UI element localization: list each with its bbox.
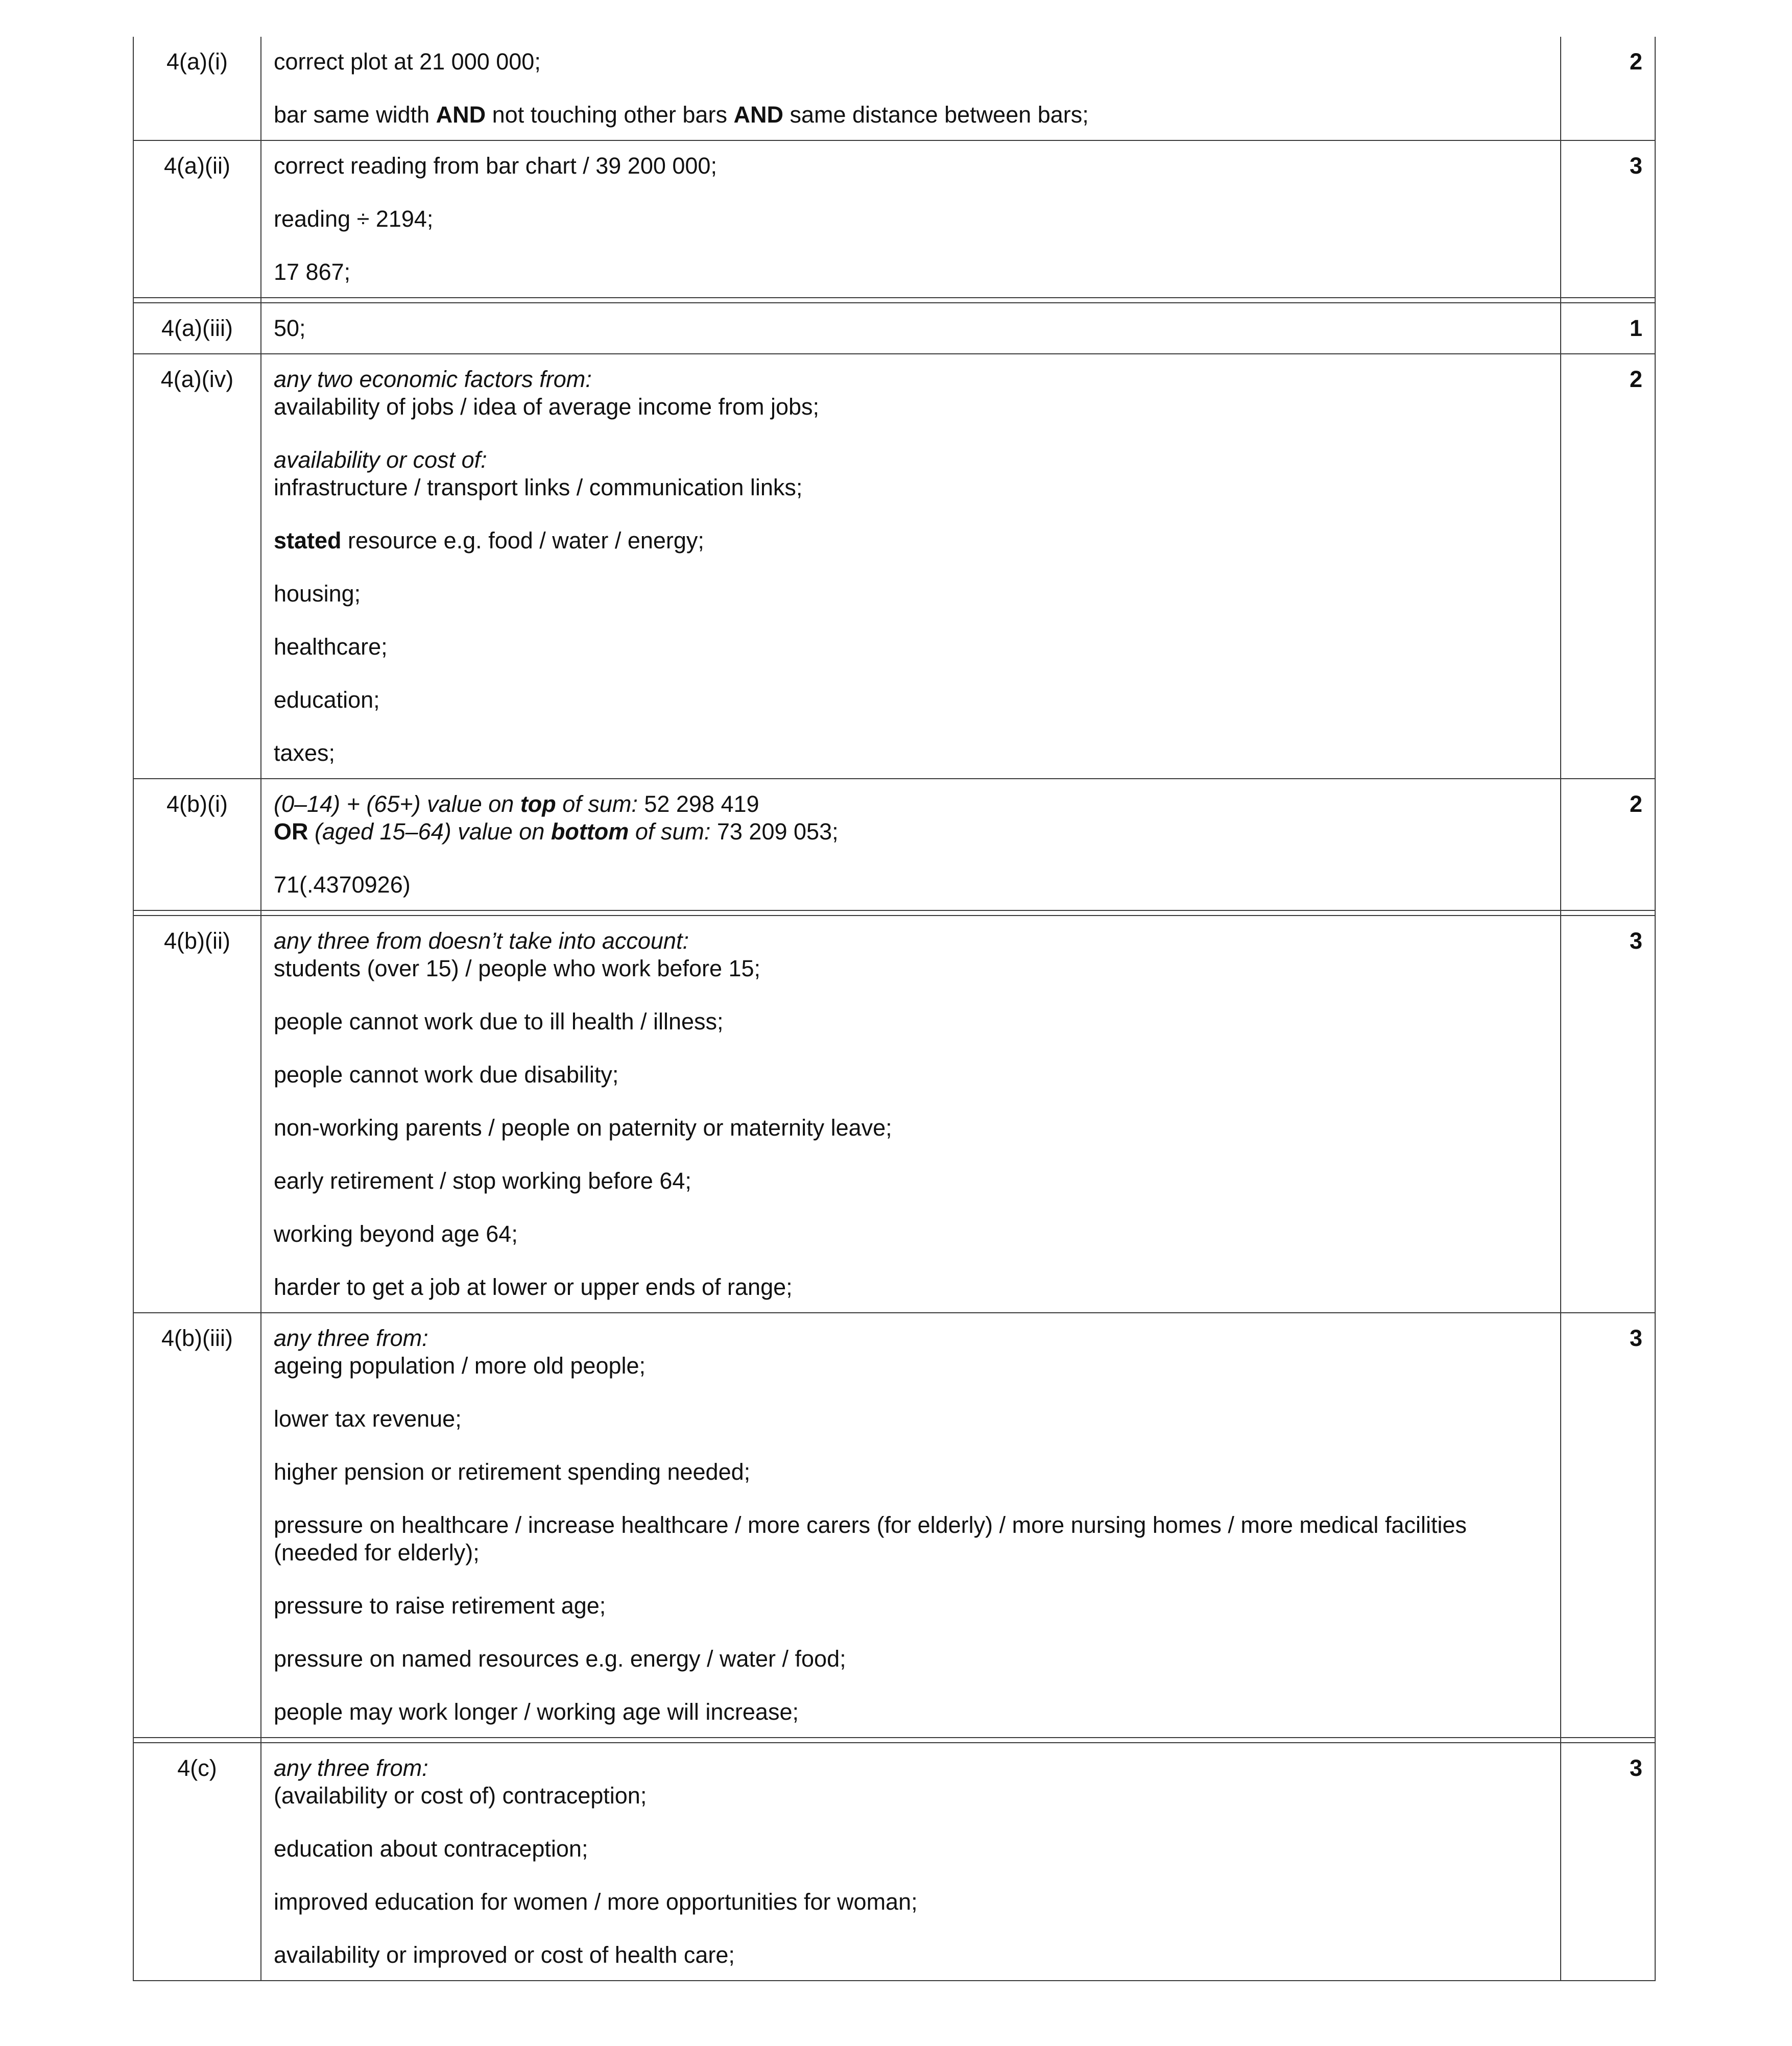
marks: 3 — [1561, 140, 1655, 298]
answer-cell — [261, 1313, 1561, 1738]
question-number: 4(a)(iii) — [133, 303, 261, 354]
answer-line: students (over 15) / people who work before 15; — [274, 955, 761, 981]
answer-line: harder to get a job at lower or upper ends of range; — [274, 1274, 793, 1300]
answer-line: (needed for elderly); — [274, 1539, 480, 1566]
answer-cell — [261, 779, 1561, 910]
answer-cell — [261, 37, 1561, 140]
answer-line: lower tax revenue; — [274, 1406, 462, 1432]
answer-line: (0–14) + (65+) value on top of sum: 52 298 419 — [274, 791, 759, 817]
answer-line: reading ÷ 2194; — [274, 206, 434, 232]
answer-line: ageing population / more old people; — [274, 1353, 646, 1379]
answer-line: people cannot work due disability; — [274, 1062, 619, 1088]
marks: 1 — [1561, 303, 1655, 354]
table-row — [133, 140, 1655, 298]
mark-scheme-table — [133, 37, 1656, 1981]
question-number: 4(a)(ii) — [133, 140, 261, 298]
answer-line: 71(.4370926) — [274, 872, 411, 898]
table-row — [133, 303, 1655, 354]
table-row — [133, 779, 1655, 910]
answer-line: pressure on healthcare / increase healthcare / more carers (for elderly) / more nursing homes / more medical facilities — [274, 1512, 1467, 1538]
row-separator — [133, 910, 1655, 916]
answer-line: correct plot at 21 000 000; — [274, 49, 541, 75]
answer-heading: any three from: — [274, 1755, 428, 1781]
marks: 3 — [1561, 916, 1655, 1313]
marks: 3 — [1561, 1313, 1655, 1738]
mark-scheme-page — [133, 37, 1655, 1981]
table-row — [133, 354, 1655, 779]
answer-line: pressure to raise retirement age; — [274, 1593, 606, 1619]
answer-heading: availability or cost of: — [274, 447, 487, 473]
answer-cell — [261, 140, 1561, 298]
answer-line: 50; — [274, 315, 306, 341]
marks: 2 — [1561, 779, 1655, 910]
table-row — [133, 37, 1655, 140]
answer-line: infrastructure / transport links / communication links; — [274, 474, 803, 500]
answer-heading: any three from: — [274, 1325, 428, 1351]
row-separator — [133, 298, 1655, 303]
marks: 2 — [1561, 354, 1655, 779]
answer-line: stated resource e.g. food / water / energy; — [274, 527, 704, 553]
answer-line: healthcare; — [274, 634, 388, 660]
answer-line: improved education for women / more opportunities for woman; — [274, 1889, 918, 1915]
answer-line: higher pension or retirement spending needed; — [274, 1459, 751, 1485]
question-number: 4(a)(iv) — [133, 354, 261, 779]
marks: 3 — [1561, 1743, 1655, 1981]
answer-line: non-working parents / people on paternity or maternity leave; — [274, 1115, 892, 1141]
answer-line: taxes; — [274, 740, 336, 766]
answer-heading: any three from doesn’t take into account: — [274, 928, 689, 954]
question-number: 4(c) — [133, 1743, 261, 1981]
answer-line: (availability or cost of) contraception; — [274, 1783, 647, 1809]
answer-line: correct reading from bar chart / 39 200 000; — [274, 153, 717, 179]
answer-line: bar same width AND not touching other bars AND same distance between bars; — [274, 102, 1089, 128]
answer-cell — [261, 354, 1561, 779]
table-row — [133, 916, 1655, 1313]
answer-line: education; — [274, 687, 380, 713]
answer-line: people may work longer / working age will increase; — [274, 1699, 799, 1725]
question-number: 4(b)(ii) — [133, 916, 261, 1313]
answer-line: availability of jobs / idea of average income from jobs; — [274, 394, 820, 420]
answer-cell — [261, 1743, 1561, 1981]
question-number: 4(a)(i) — [133, 37, 261, 140]
answer-cell — [261, 916, 1561, 1313]
answer-line: housing; — [274, 581, 361, 607]
answer-line: early retirement / stop working before 64; — [274, 1168, 691, 1194]
table-row — [133, 1313, 1655, 1738]
answer-line: pressure on named resources e.g. energy / water / food; — [274, 1646, 846, 1672]
answer-cell — [261, 303, 1561, 354]
question-number: 4(b)(i) — [133, 779, 261, 910]
table-row — [133, 1743, 1655, 1981]
row-separator — [133, 1738, 1655, 1743]
marks: 2 — [1561, 37, 1655, 140]
answer-line: availability or improved or cost of health care; — [274, 1942, 735, 1968]
answer-line: working beyond age 64; — [274, 1221, 518, 1247]
answer-line: people cannot work due to ill health / illness; — [274, 1008, 724, 1034]
answer-line: 17 867; — [274, 259, 351, 285]
question-number: 4(b)(iii) — [133, 1313, 261, 1738]
answer-heading: any two economic factors from: — [274, 366, 592, 392]
answer-line: education about contraception; — [274, 1836, 588, 1862]
answer-line: OR (aged 15–64) value on bottom of sum: 73 209 053; — [274, 819, 839, 845]
